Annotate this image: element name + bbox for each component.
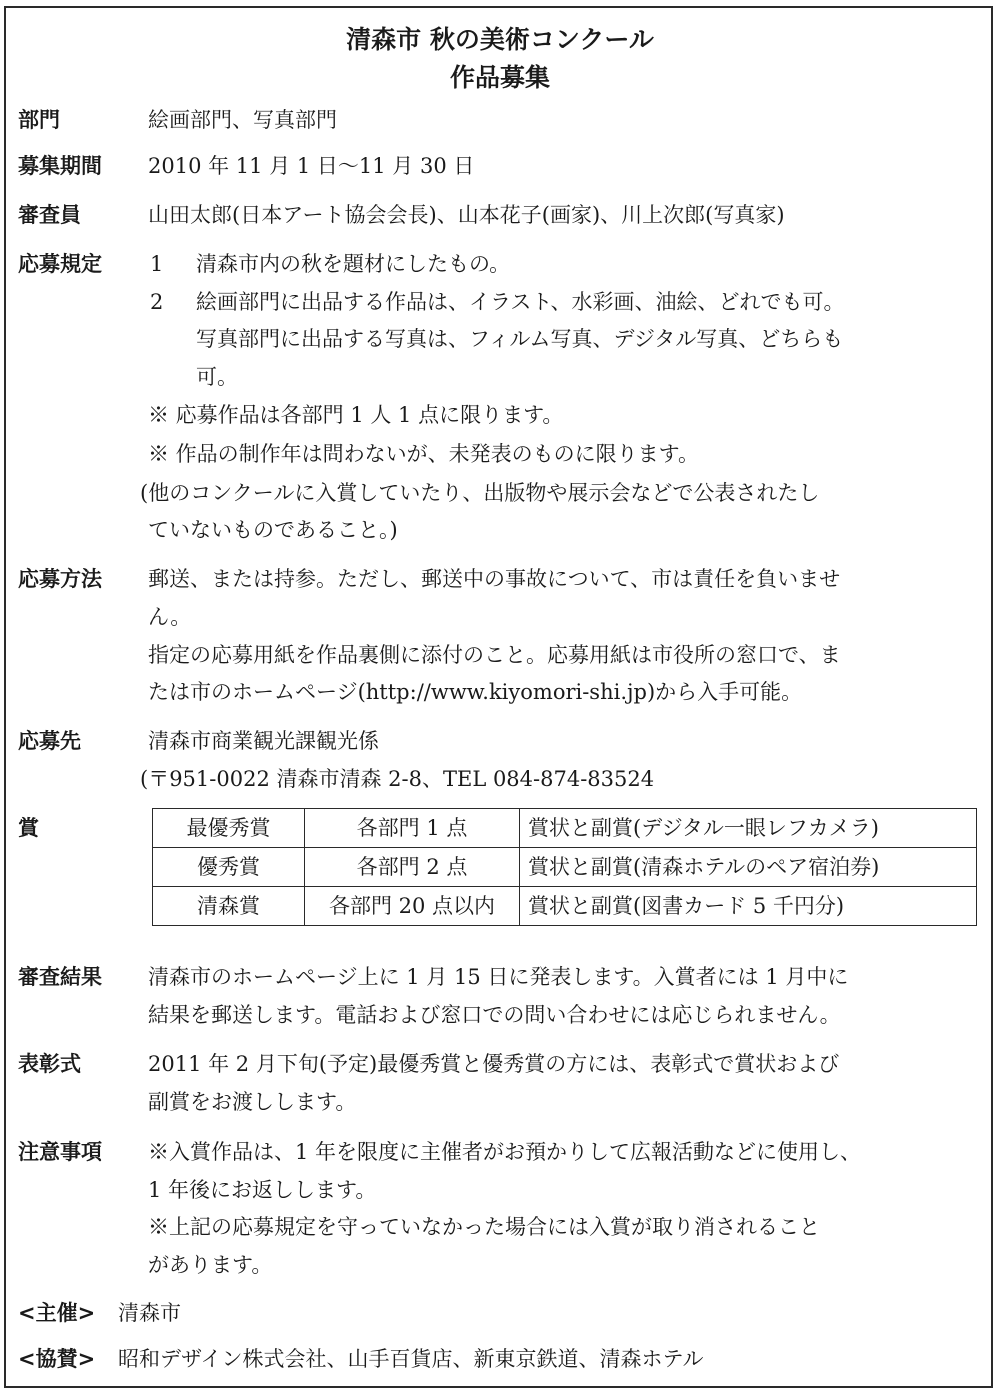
category-text: 絵画部門、写真部門: [148, 108, 337, 132]
prize-row: [153, 809, 977, 848]
destination-line-2: (〒951-0022 清森市清森 2-8、TEL 084-874-83524: [140, 767, 655, 791]
judges-text: 山田太郎(日本アート協会会長)、山本花子(画家)、川上次郎(写真家): [148, 203, 785, 227]
poster-title: 清森市 秋の美術コンクール: [346, 25, 654, 54]
notes-line-4: があります。: [148, 1253, 273, 1277]
sponsors-label: <協賛>: [18, 1347, 96, 1371]
judges-label: 審査員: [18, 203, 81, 227]
rule-2-number: 2: [150, 290, 164, 314]
category-label: 部門: [18, 108, 60, 132]
prize-reward: 賞状と副賞(図書カード 5 千円分): [520, 887, 977, 926]
ceremony-label: 表彰式: [18, 1052, 81, 1076]
rule-2-line-2: 写真部門に出品する写真は、フィルム写真、デジタル写真、どちらも: [196, 327, 844, 351]
destination-label: 応募先: [18, 729, 81, 753]
notes-line-2: 1 年後にお返しします。: [148, 1178, 377, 1202]
results-label: 審査結果: [18, 965, 102, 989]
method-line-2: ん。: [148, 605, 192, 629]
period-text: 2010 年 11 月 1 日〜11 月 30 日: [148, 154, 475, 178]
prize-count: 各部門 2 点: [305, 848, 520, 887]
period-label: 募集期間: [18, 154, 102, 178]
poster-subtitle: 作品募集: [449, 63, 550, 92]
prize-name: 優秀賞: [153, 848, 305, 887]
method-line-3: 指定の応募用紙を作品裏側に添付のこと。応募用紙は市役所の窓口で、ま: [148, 643, 841, 667]
prize-reward: 賞状と副賞(デジタル一眼レフカメラ): [520, 809, 977, 848]
prize-row: [153, 848, 977, 887]
prizes-label: 賞: [18, 816, 39, 840]
rule-2-line-1: 絵画部門に出品する作品は、イラスト、水彩画、油絵、どれでも可。: [196, 290, 845, 314]
sponsors-text: 昭和デザイン株式会社、山手百貨店、新東京鉄道、清森ホテル: [118, 1347, 704, 1371]
prize-row: [153, 887, 977, 926]
rules-label: 応募規定: [18, 252, 102, 276]
prizes-table: [152, 808, 977, 926]
method-line-1: 郵送、または持参。ただし、郵送中の事故について、市は責任を負いませ: [148, 567, 841, 591]
notes-line-3: ※上記の応募規定を守っていなかった場合には入賞が取り消されること: [148, 1215, 820, 1239]
ceremony-line-1: 2011 年 2 月下旬(予定)最優秀賞と優秀賞の方には、表彰式で賞状および: [148, 1052, 840, 1076]
method-line-4: たは市のホームページ(http://www.kiyomori-shi.jp)から入手可能。: [148, 680, 803, 704]
prize-count: 各部門 20 点以内: [305, 887, 520, 926]
notes-label: 注意事項: [18, 1140, 102, 1164]
prize-name: 最優秀賞: [153, 809, 305, 848]
rule-note-3-line-2: ていないものであること。): [148, 518, 398, 542]
method-label: 応募方法: [18, 567, 102, 591]
prize-count: 各部門 1 点: [305, 809, 520, 848]
prize-name: 清森賞: [153, 887, 305, 926]
rule-note-1: ※ 応募作品は各部門 1 人 1 点に限ります。: [148, 403, 564, 427]
rule-note-2: ※ 作品の制作年は問わないが、未発表のものに限ります。: [148, 442, 699, 466]
rule-note-3-line-1: (他のコンクールに入賞していたり、出版物や展示会などで公表されたし: [140, 481, 820, 505]
ceremony-line-2: 副賞をお渡しします。: [148, 1090, 357, 1114]
results-line-2: 結果を郵送します。電話および窓口での問い合わせには応じられません。: [148, 1003, 841, 1027]
destination-line-1: 清森市商業観光課観光係: [148, 729, 379, 753]
rule-1-text: 清森市内の秋を題材にしたもの。: [196, 252, 511, 276]
notes-line-1: ※入賞作品は、1 年を限度に主催者がお預かりして広報活動などに使用し、: [148, 1140, 862, 1164]
prize-reward: 賞状と副賞(清森ホテルのペア宿泊券): [520, 848, 977, 887]
rule-2-line-3: 可。: [196, 365, 238, 389]
organizer-text: 清森市: [118, 1301, 181, 1325]
results-line-1: 清森市のホームページ上に 1 月 15 日に発表します。入賞者には 1 月中に: [148, 965, 849, 989]
rule-1-number: 1: [150, 252, 164, 276]
organizer-label: <主催>: [18, 1301, 96, 1325]
